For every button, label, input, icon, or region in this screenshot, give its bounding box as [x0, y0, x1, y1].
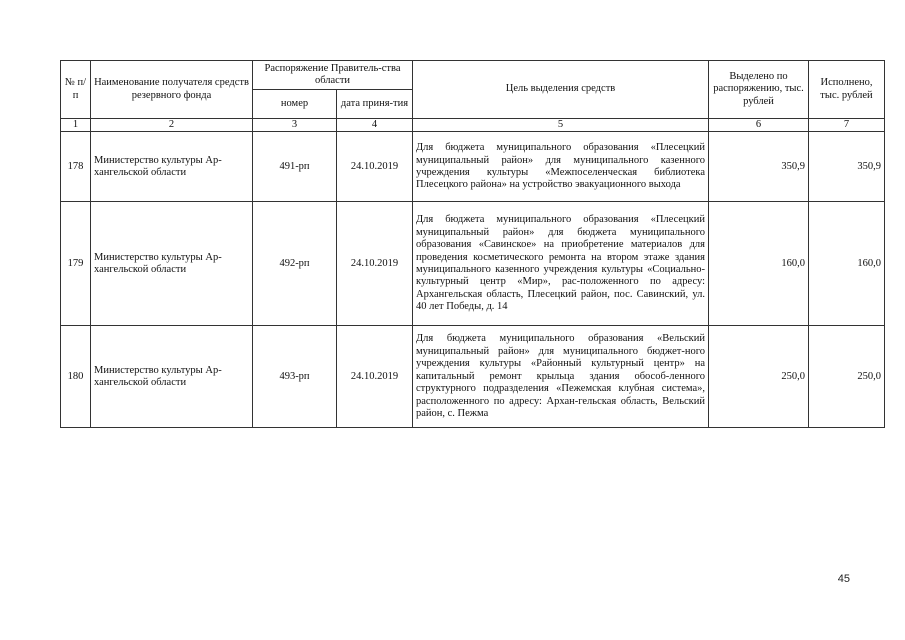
column-numbering-row	[61, 119, 885, 132]
executed-amount: 160,0	[809, 202, 885, 326]
allocated-amount: 350,9	[709, 132, 809, 202]
column-number: 5	[413, 119, 709, 132]
purpose-text: Для бюджета муниципального образования «Вельский муниципальный район» для муниципального бюджет-ного учреждения культуры «Районный культурный центр» на капитальный ремонт крыльца здания обособ-ленного структурного подразделения «Пежемская клубная система», расположенного по адресу: Архан-гельская область, Вельский район, с. Пежма	[413, 326, 709, 428]
allocated-amount: 250,0	[709, 326, 809, 428]
order-date: 24.10.2019	[337, 202, 413, 326]
executed-amount: 350,9	[809, 132, 885, 202]
header-executed: Исполнено, тыс. рублей	[809, 61, 885, 119]
purpose-text: Для бюджета муниципального образования «Плесецкий муниципальный район» для муниципального казенного учреждения культуры «Межпоселенческая библиотека Плесецкого района» на устройство эвакуационного выхода	[413, 132, 709, 202]
page-number: 45	[837, 573, 850, 585]
order-date: 24.10.2019	[337, 326, 413, 428]
order-number: 492-рп	[253, 202, 337, 326]
column-number: 3	[253, 119, 337, 132]
column-number: 7	[809, 119, 885, 132]
recipient-name: Министерство культуры Ар-хангельской области	[91, 202, 253, 326]
column-number: 2	[91, 119, 253, 132]
order-number: 491-рп	[253, 132, 337, 202]
executed-amount: 250,0	[809, 326, 885, 428]
recipient-name: Министерство культуры Ар-хангельской области	[91, 132, 253, 202]
row-number: 180	[61, 326, 91, 428]
header-allocated: Выделено по распоряжению, тыс. рублей	[709, 61, 809, 119]
header-purpose: Цель выделения средств	[413, 61, 709, 119]
allocated-amount: 160,0	[709, 202, 809, 326]
header-order-date: дата приня-тия	[337, 90, 413, 119]
column-number: 6	[709, 119, 809, 132]
header-order-number: номер	[253, 90, 337, 119]
recipient-name: Министерство культуры Ар-хангельской области	[91, 326, 253, 428]
order-number: 493-рп	[253, 326, 337, 428]
row-number: 178	[61, 132, 91, 202]
column-number: 1	[61, 119, 91, 132]
header-row-number: № п/п	[61, 61, 91, 119]
header-government-order: Распоряжение Правитель-ства области	[253, 61, 413, 90]
row-number: 179	[61, 202, 91, 326]
table-row	[61, 202, 885, 326]
order-date: 24.10.2019	[337, 132, 413, 202]
purpose-text: Для бюджета муниципального образования «Плесецкий муниципальный район» для бюджета муниципального образования «Савинское» на приобретение материалов для проведения косметического ремонта на втором этаже здания муниципального казенного учреждения культуры «Социально-культурный центр «Мир», рас-положенного по адресу: Архангельская область, Плесецкий район, пос. Савинский, ул. 40 лет Победы, д. 14	[413, 202, 709, 326]
header-recipient: Наименование получателя средств резервного фонда	[91, 61, 253, 119]
column-number: 4	[337, 119, 413, 132]
table-row	[61, 326, 885, 428]
table-row	[61, 132, 885, 202]
reserve-fund-table	[60, 60, 885, 428]
